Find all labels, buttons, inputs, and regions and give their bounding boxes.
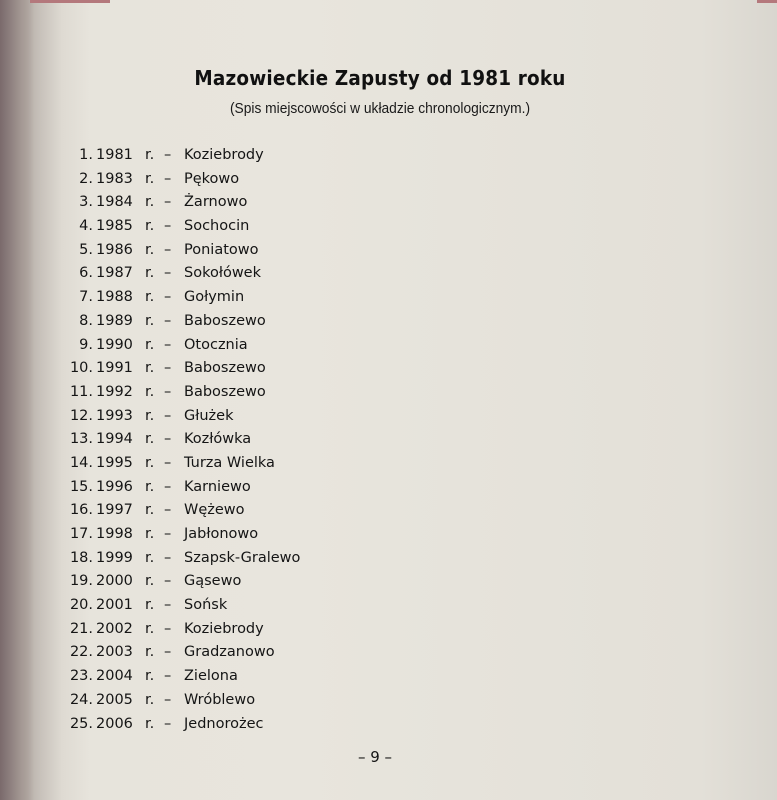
entry-dash: –: [164, 218, 172, 235]
entry-number: 5.: [79, 241, 93, 258]
entry-number: 9.: [79, 336, 93, 353]
entry-year: 1994: [96, 431, 133, 448]
entry-year-abbr: r.: [145, 265, 155, 282]
entry-number: 21.: [69, 620, 93, 637]
entry-place: Baboszewo: [184, 312, 266, 329]
entry-place: Koziebrody: [184, 620, 264, 637]
entry-place: Baboszewo: [184, 383, 266, 400]
entry-place: Głużek: [184, 407, 234, 424]
entry-place: Kozłówka: [184, 431, 252, 448]
entry-year-abbr: r.: [145, 170, 155, 187]
entry-dash: –: [164, 336, 172, 353]
entry-year-abbr: r.: [145, 218, 155, 235]
entry-year-abbr: r.: [145, 620, 155, 637]
page-subtitle: (Spis miejscowości w układzie chronologicznym.): [229, 101, 531, 117]
entry-number: 16.: [69, 502, 93, 519]
entry-dash: –: [164, 383, 172, 400]
entry-number: 4.: [79, 218, 93, 235]
entry-year-abbr: r.: [145, 194, 155, 211]
entry-place: Wróblewo: [184, 691, 256, 708]
entry-year-abbr: r.: [145, 407, 155, 424]
entry-dash: –: [164, 620, 172, 637]
entry-year: 1984: [96, 194, 133, 211]
entry-year-abbr: r.: [145, 597, 155, 614]
entry-year: 1996: [96, 478, 133, 495]
entry-year-abbr: r.: [145, 644, 155, 661]
entry-year-abbr: r.: [145, 549, 155, 566]
entry-place: Poniatowo: [184, 241, 259, 258]
entry-number: 17.: [69, 526, 93, 542]
entry-place: Wężewo: [184, 502, 245, 519]
entry-number: 23.: [69, 668, 93, 685]
entry-year-abbr: r.: [145, 241, 155, 258]
entry-place: Turza Wielka: [184, 454, 275, 471]
entry-dash: –: [164, 194, 172, 211]
entry-year-abbr: r.: [145, 526, 155, 542]
entry-number: 14.: [69, 454, 93, 471]
entry-place: Gołymin: [184, 289, 245, 306]
entry-dash: –: [164, 549, 172, 566]
entry-number: 20.: [69, 597, 93, 614]
entry-place: Karniewo: [184, 478, 251, 495]
entry-place: Gradzanowo: [184, 644, 275, 661]
entry-place: Szapsk-Gralewo: [184, 549, 301, 566]
entry-place: Zielona: [184, 668, 238, 685]
entry-number: 7.: [79, 289, 93, 306]
page-edge-mark: [30, 0, 110, 3]
entry-dash: –: [164, 597, 172, 614]
entry-dash: –: [164, 312, 172, 329]
entry-place: Otocznia: [184, 336, 248, 353]
entry-year-abbr: r.: [145, 715, 155, 732]
entry-dash: –: [164, 502, 172, 519]
entry-number: 2.: [79, 170, 93, 187]
entry-year-abbr: r.: [145, 431, 155, 448]
entry-year-abbr: r.: [145, 312, 155, 329]
entry-year: 1999: [96, 549, 133, 566]
entry-place: Sochocin: [184, 218, 250, 235]
entry-year: 1990: [96, 336, 133, 353]
entry-year-abbr: r.: [145, 573, 155, 590]
entry-number: 12.: [69, 407, 93, 424]
entry-dash: –: [164, 454, 172, 471]
entry-place: Gąsewo: [184, 573, 242, 590]
entry-year: 1992: [96, 383, 133, 400]
entry-dash: –: [164, 407, 172, 424]
page-edge-mark-right: [757, 0, 777, 3]
entry-number: 11.: [69, 383, 93, 400]
entry-dash: –: [164, 241, 172, 258]
entry-year: 1998: [96, 526, 133, 542]
entry-number: 19.: [69, 573, 93, 590]
entry-dash: –: [164, 478, 172, 495]
entry-number: 24.: [69, 691, 93, 708]
entry-dash: –: [164, 526, 172, 542]
entry-number: 15.: [69, 478, 93, 495]
entry-number: 13.: [69, 431, 93, 448]
entry-dash: –: [164, 265, 172, 282]
page-title: Mazowieckie Zapusty od 1981 roku: [194, 66, 566, 90]
entry-year: 1985: [96, 218, 133, 235]
entry-place: Pękowo: [184, 170, 240, 187]
page-number: – 9 –: [357, 748, 393, 766]
entry-dash: –: [164, 644, 172, 661]
entry-place: Sokołówek: [184, 265, 261, 282]
entry-year: 2006: [96, 715, 133, 732]
entry-dash: –: [164, 691, 172, 708]
entry-place: Żarnowo: [184, 194, 248, 211]
entry-number: 25.: [69, 715, 93, 732]
book-spine-shadow: [0, 0, 34, 800]
entry-place: Jabłonowo: [184, 526, 259, 542]
entry-year: 2004: [96, 668, 133, 685]
entry-dash: –: [164, 289, 172, 306]
entry-year: 2003: [96, 644, 133, 661]
entry-year-abbr: r.: [145, 336, 155, 353]
entry-year: 2000: [96, 573, 133, 590]
entry-year: 2001: [96, 597, 133, 614]
entry-dash: –: [164, 170, 172, 187]
entry-year: 1987: [96, 265, 133, 282]
entry-year-abbr: r.: [145, 383, 155, 400]
entry-place: Jednorożec: [184, 715, 264, 732]
entry-year: 1993: [96, 407, 133, 424]
entry-number: 18.: [69, 549, 93, 566]
entry-dash: –: [164, 147, 172, 163]
entry-year: 1991: [96, 360, 133, 377]
entry-year-abbr: r.: [145, 454, 155, 471]
entry-place: Sońsk: [184, 597, 228, 614]
entry-year: 1997: [96, 502, 133, 519]
entry-number: 10.: [69, 360, 93, 377]
entry-place: Koziebrody: [184, 147, 264, 163]
entry-number: 8.: [79, 312, 93, 329]
entry-dash: –: [164, 431, 172, 448]
entry-number: 3.: [79, 194, 93, 211]
entry-year: 1988: [96, 289, 133, 306]
entry-number: 22.: [69, 644, 93, 661]
entry-number: 1.: [79, 147, 93, 163]
entry-year-abbr: r.: [145, 478, 155, 495]
entry-dash: –: [164, 668, 172, 685]
entry-year: 1995: [96, 454, 133, 471]
entry-year-abbr: r.: [145, 668, 155, 685]
entry-year: 2002: [96, 620, 133, 637]
entry-dash: –: [164, 715, 172, 732]
entry-year-abbr: r.: [145, 147, 155, 163]
entry-year-abbr: r.: [145, 360, 155, 377]
entry-year: 1986: [96, 241, 133, 258]
entry-number: 6.: [79, 265, 93, 282]
entry-year-abbr: r.: [145, 691, 155, 708]
entry-place: Baboszewo: [184, 360, 266, 377]
entry-dash: –: [164, 573, 172, 590]
entry-year: 1981: [96, 147, 133, 163]
entry-year: 1989: [96, 312, 133, 329]
entry-year: 1983: [96, 170, 133, 187]
entry-year-abbr: r.: [145, 289, 155, 306]
entry-dash: –: [164, 360, 172, 377]
entry-year-abbr: r.: [145, 502, 155, 519]
entry-year: 2005: [96, 691, 133, 708]
